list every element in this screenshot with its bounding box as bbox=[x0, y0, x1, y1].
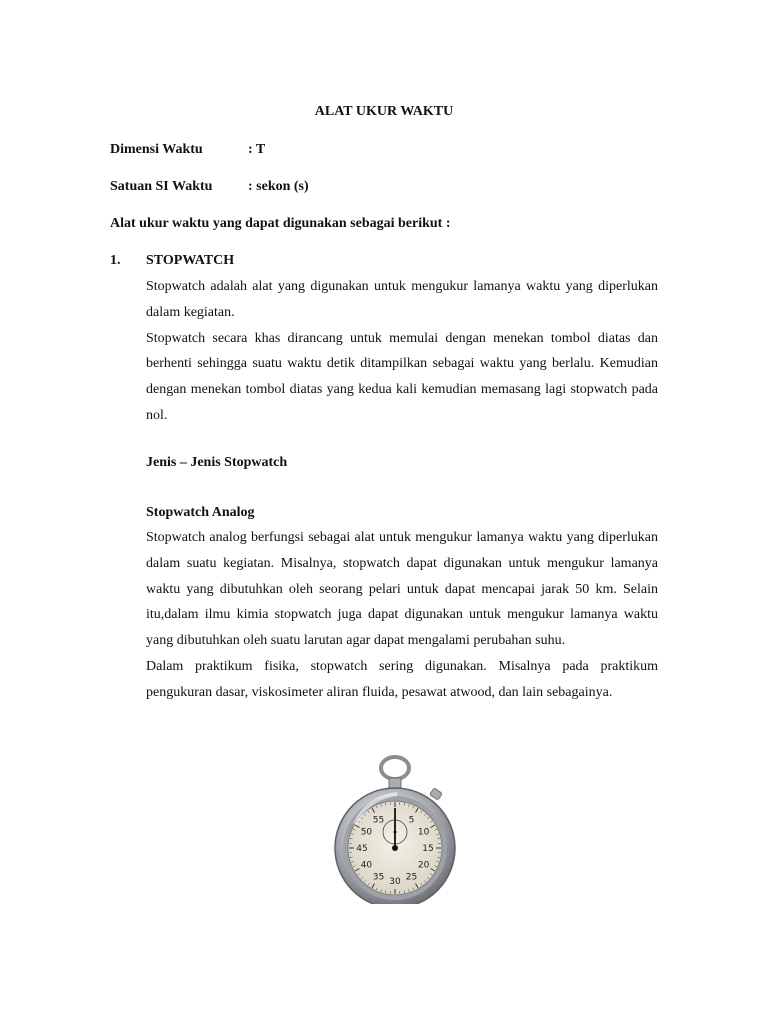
stopwatch-ring bbox=[381, 757, 409, 779]
stopwatch-dial-number: 35 bbox=[372, 872, 385, 883]
stopwatch-dial-number: 5 bbox=[408, 815, 415, 826]
stopwatch-subdial-pivot bbox=[394, 831, 397, 834]
paragraph-2: Stopwatch secara khas dirancang untuk memulai dengan menekan tombol diatas dan berhenti sehingga suatu waktu detik ditampilkan sebagai waktu yang berlalu. Kemudian dengan menekan tombol diatas yang kedua kali kemudian memasang lagi stopwatch pada nol. bbox=[146, 330, 658, 423]
stopwatch-dial-number: 20 bbox=[417, 860, 430, 871]
stopwatch-dial-number: 25 bbox=[405, 872, 418, 883]
satuan-value: : sekon (s) bbox=[248, 179, 309, 194]
stopwatch-side-button bbox=[430, 788, 443, 800]
stopwatch-dial-number: 50 bbox=[360, 827, 373, 838]
analog-description bbox=[146, 525, 658, 706]
paragraph-4: Dalam praktikum fisika, stopwatch sering digunakan. Misalnya pada praktikum pengukuran dasar, viskosimeter aliran fluida, pesawat atwood, dan lain sebagainya. bbox=[146, 658, 658, 700]
stopwatch-dial-number: 15 bbox=[422, 844, 434, 854]
paragraph-1: Stopwatch adalah alat yang digunakan untuk mengukur lamanya waktu yang diperlukan dalam kegiatan. bbox=[146, 279, 658, 320]
stopwatch-hand-pivot bbox=[392, 845, 398, 851]
stopwatch-dial-number: 30 bbox=[389, 877, 401, 887]
subheading-analog: Stopwatch Analog bbox=[146, 505, 255, 520]
intro-text: Alat ukur waktu yang dapat digunakan sebagai berikut : bbox=[110, 216, 451, 231]
stopwatch-dial-number: 45 bbox=[356, 844, 368, 854]
stopwatch-dial-number: 40 bbox=[360, 860, 373, 871]
satuan-label: Satuan SI Waktu bbox=[110, 179, 213, 194]
section-heading: STOPWATCH bbox=[146, 253, 235, 268]
section-number: 1. bbox=[110, 253, 121, 268]
stopwatch-definition bbox=[146, 274, 658, 429]
dimensi-value: : T bbox=[248, 142, 266, 157]
paragraph-3: Stopwatch analog berfungsi sebagai alat untuk mengukur lamanya waktu yang diperlukan dalam suatu kegiatan. Misalnya, stopwatch dapat digunakan untuk mengukur lamanya waktu yang dibutuhkan oleh seorang pelari untuk dapat mencapai jarak 50 km. Selain itu,dalam ilmu kimia stopwatch juga dapat digunakan untuk mengukur lamanya waktu yang dibutuhkan oleh suatu larutan agar dapat mengalami perubahan suhu. bbox=[146, 530, 658, 649]
dimensi-label: Dimensi Waktu bbox=[110, 142, 203, 157]
document-title: ALAT UKUR WAKTU bbox=[314, 104, 454, 119]
subheading-jenis: Jenis – Jenis Stopwatch bbox=[146, 455, 288, 470]
stopwatch-dial-number: 55 bbox=[372, 815, 385, 826]
stopwatch-image bbox=[327, 754, 463, 904]
stopwatch-dial-number: 10 bbox=[417, 827, 430, 838]
